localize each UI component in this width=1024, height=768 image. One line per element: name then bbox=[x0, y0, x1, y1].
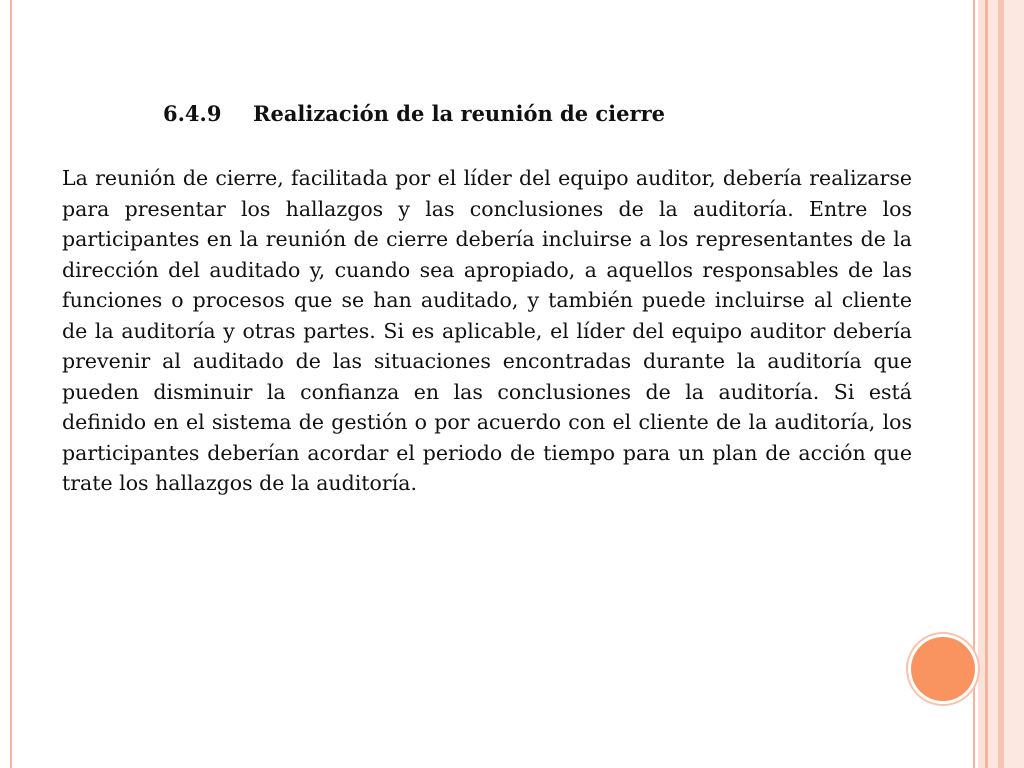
section-title: Realización de la reunión de cierre bbox=[253, 101, 666, 126]
stripe bbox=[1004, 0, 1024, 768]
decorative-circle-icon bbox=[911, 637, 975, 701]
section-number: 6.4.9 bbox=[163, 101, 222, 126]
section-heading bbox=[163, 101, 665, 126]
stripe bbox=[988, 0, 998, 768]
body-paragraph: La reunión de cierre, facilitada por el líder del equipo auditor, debería realizarse para presentar los hallazgos y las conclusiones de la auditoría. Entre los participantes en la reunión de cierre debería incluirse a los representantes de la dirección del auditado y, cuando sea apropiado, a aquellos responsables de las funciones o procesos que se han auditado, y también puede incluirse al cliente de la auditoría y otras partes. Si es aplicable, el líder del equipo auditor debería prevenir al auditado de las situaciones encontradas durante la auditoría que pueden disminuir la confianza en las conclusiones de la auditoría. Si está definido en el sistema de gestión o por acuerdo con el cliente de la auditoría, los participantes deberían acordar el periodo de tiempo para un plan de acción que trate los hallazgos de la auditoría. bbox=[62, 166, 912, 495]
decorative-right-stripes bbox=[978, 0, 1024, 768]
stripe bbox=[978, 0, 985, 768]
